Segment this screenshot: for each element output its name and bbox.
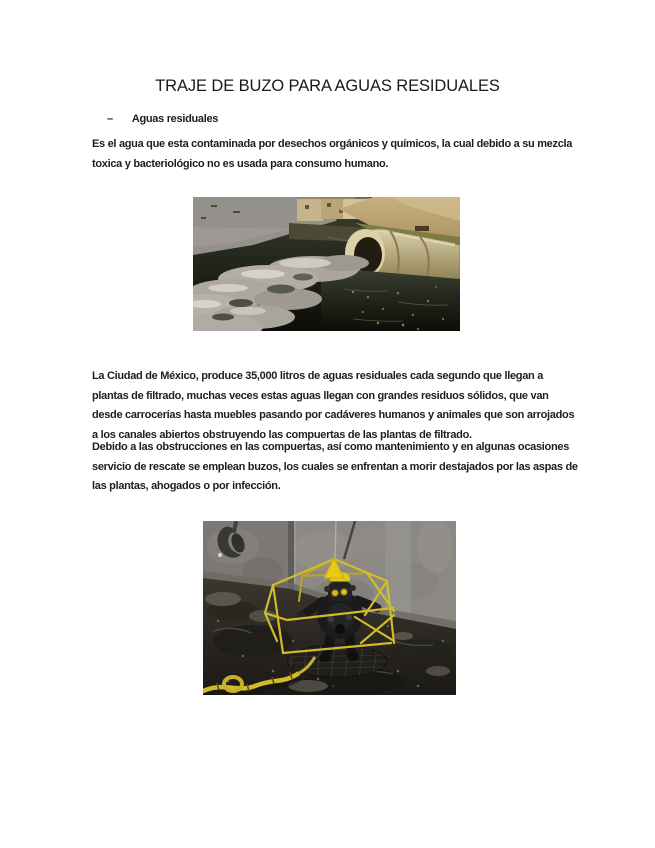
paragraph-obstrucciones: Debido a las obstrucciones en las compuertas, así como mantenimiento y en algunas ocasiones servicio de rescate se emplean buzos, los cuales se enfrentan a morir destajados por las aspas de las plantas, ahogados o por infección. <box>92 441 578 493</box>
outfall-photo-canvas <box>193 197 460 331</box>
sewage-outfall-photo <box>193 197 460 331</box>
paragraph-ciudad-mexico: La Ciudad de México, produce 35,000 litros de aguas residuales cada segundo que llegan a plantas de filtrado, muchas veces estas aguas llegan con grandes residuos sólidos, que van desde carrocerías hasta muebles pasando por cadáveres humanos y animales que son arrojados a los canales abiertos obstruyendo las compuertas de las plantas de filtrado. <box>92 370 575 441</box>
paragraph-definition: Es el agua que esta contaminada por desechos orgánicos y químicos, la cual debido a su mezcla toxica y bacteriológico no es usada para consumo humano. <box>92 138 573 170</box>
bullet-dash-marker: – <box>107 113 113 125</box>
bullet-list-item <box>107 113 218 125</box>
diver-photo-canvas <box>203 521 456 695</box>
bullet-label: Aguas residuales <box>131 113 219 125</box>
document-title: TRAJE DE BUZO PARA AGUAS RESIDUALES <box>155 77 500 95</box>
sewage-diver-photo <box>203 521 456 695</box>
bench <box>415 226 429 231</box>
